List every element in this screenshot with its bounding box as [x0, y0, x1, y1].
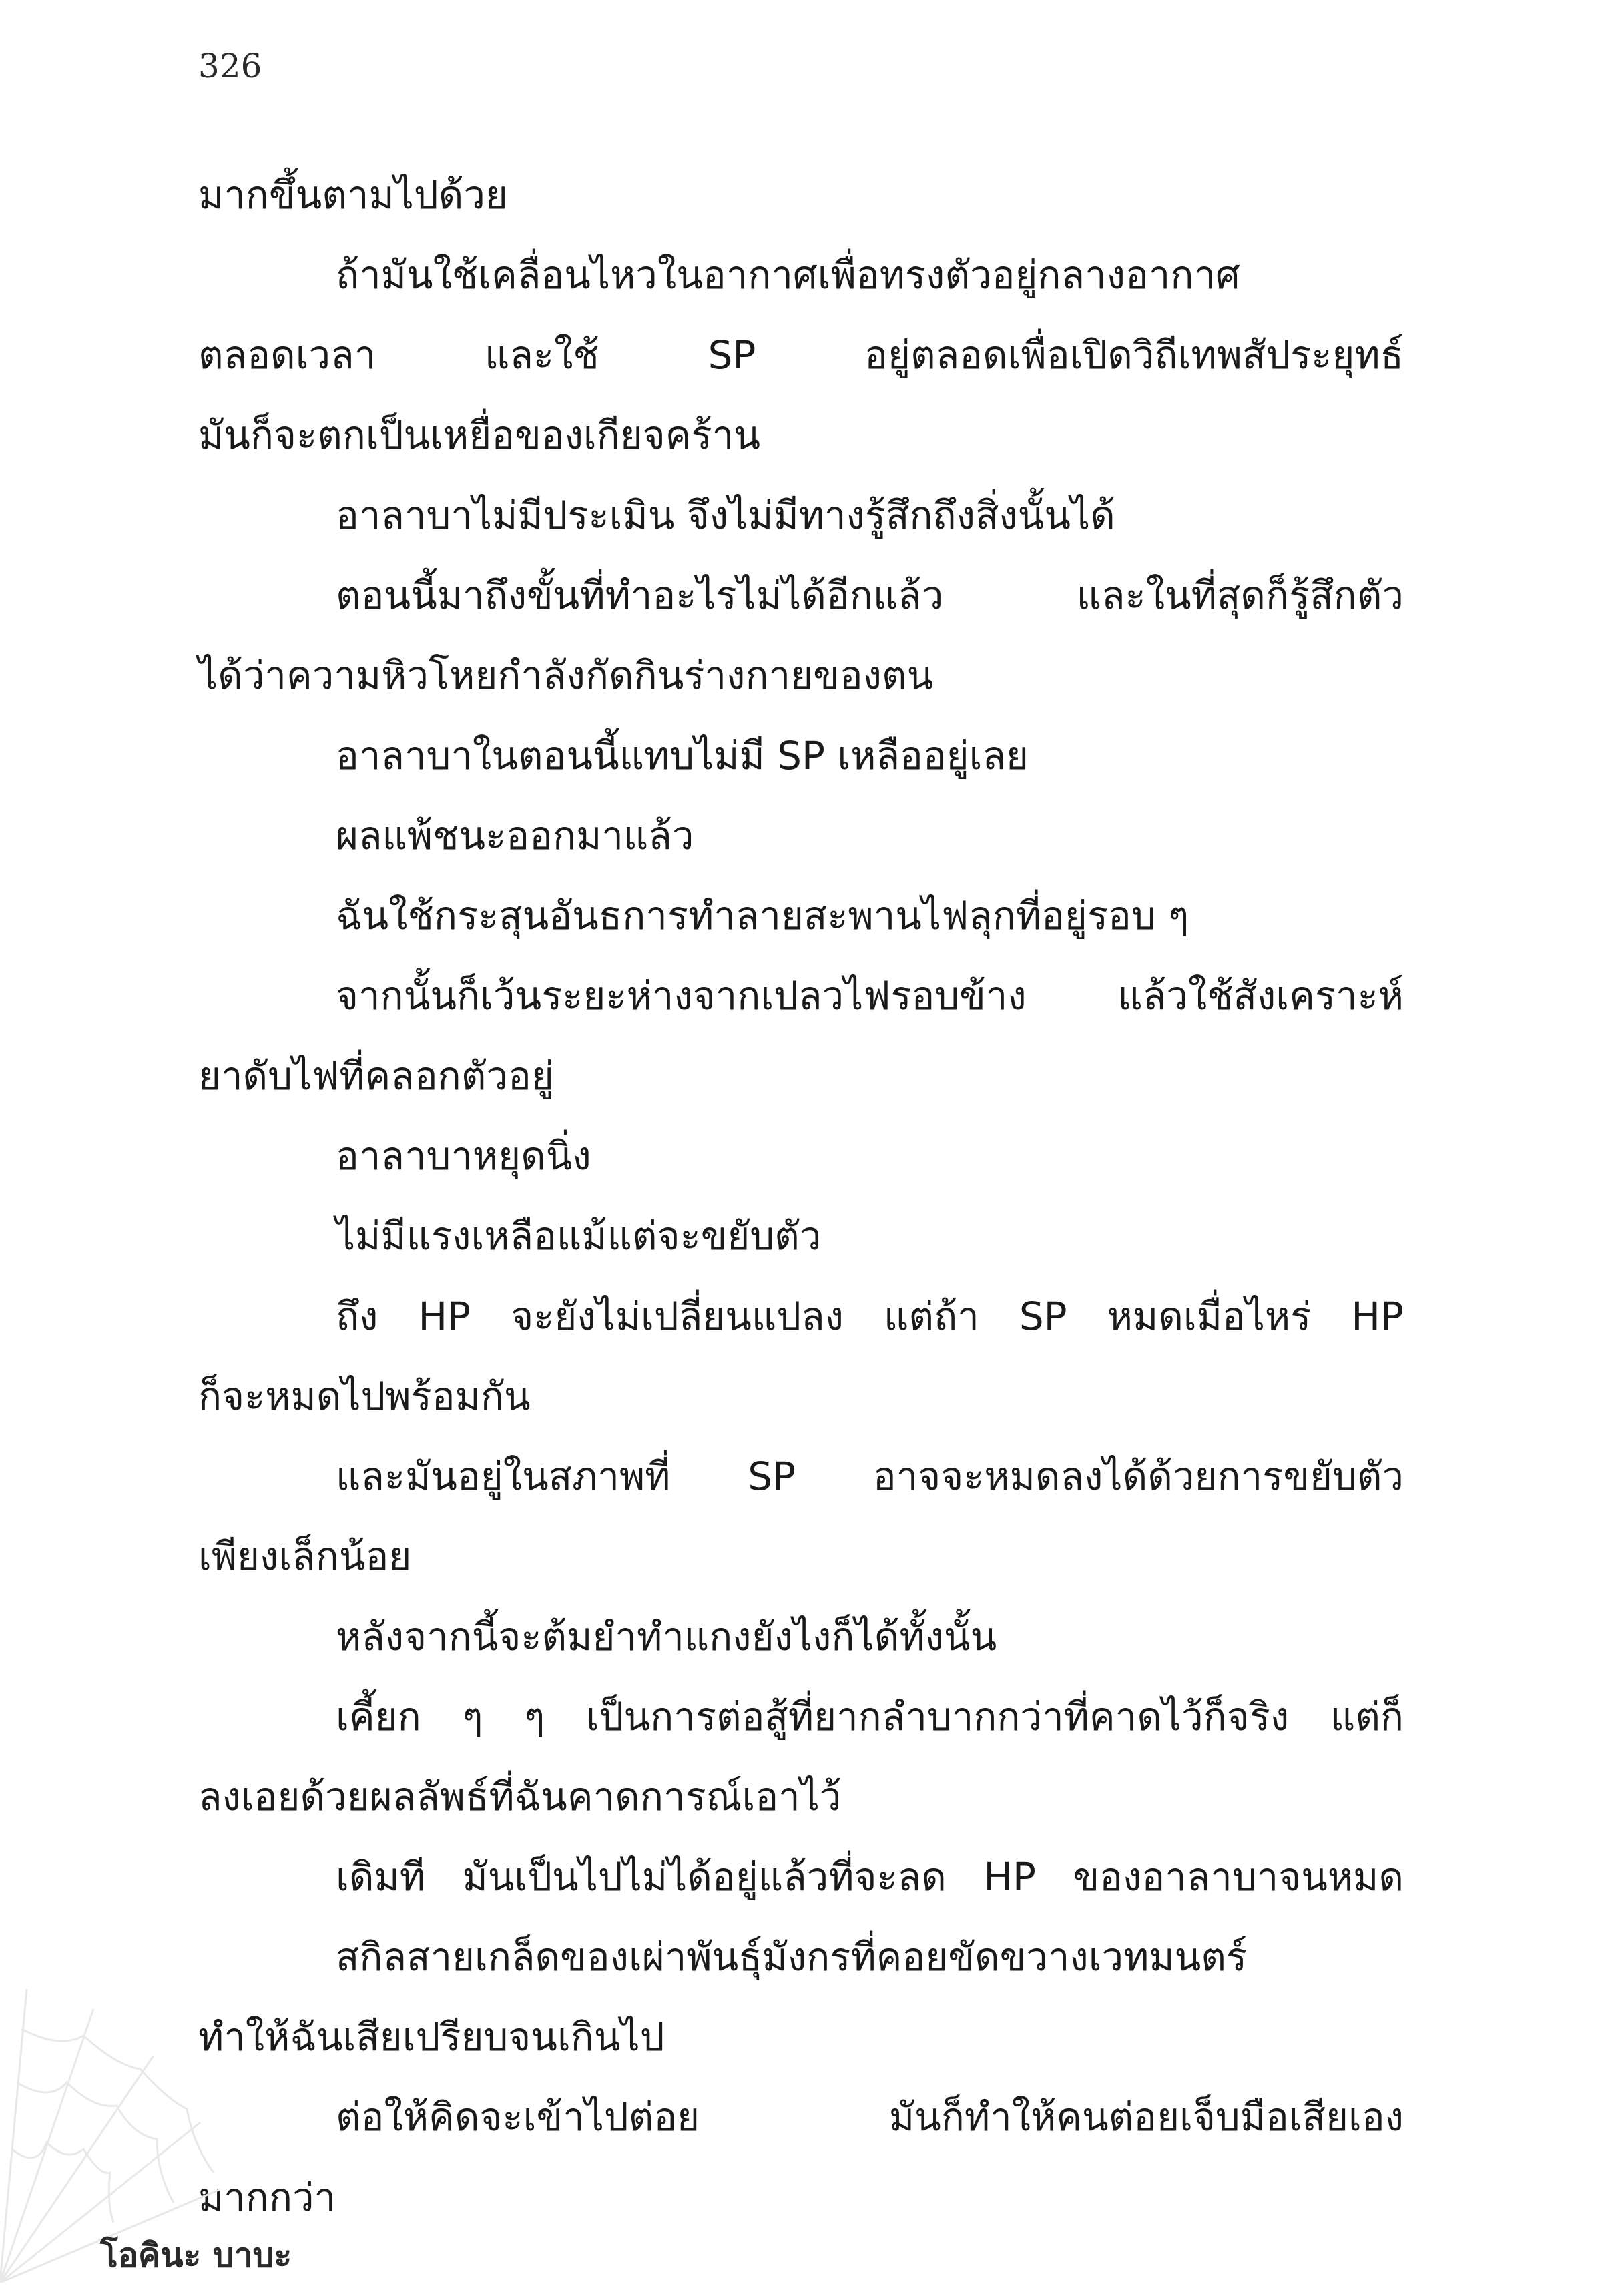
- text-line: ฉันใช้กระสุนอันธการทำลายสะพานไฟลุกที่อยู่รอบ ๆ: [336, 893, 1189, 938]
- text-line: มันก็จะตกเป็นเหยื่อของเกียจคร้าน: [198, 412, 760, 458]
- text-line: เคี้ยก ๆ ๆ เป็นการต่อสู้ที่ยากลำบากกว่าที่คาดไว้ก็จริง แต่ก็: [336, 1694, 1404, 1739]
- text-line: ต่อให้คิดจะเข้าไปต่อย มันก็ทำให้คนต่อยเจ็บมือเสียเอง: [336, 2094, 1404, 2140]
- text-line: ก็จะหมดไปพร้อมกัน: [198, 1374, 531, 1419]
- text-line: อาลาบาไม่มีประเมิน จึงไม่มีทางรู้สึกถึงสิ่งนั้นได้: [336, 493, 1115, 538]
- text-line: ตอนนี้มาถึงขั้นที่ทำอะไรไม่ได้อีกแล้ว และในที่สุดก็รู้สึกตัว: [336, 573, 1404, 618]
- page-number: 326: [198, 47, 262, 85]
- text-line: ได้ว่าความหิวโหยกำลังกัดกินร่างกายของตน: [198, 653, 934, 698]
- text-line: อาลาบาในตอนนี้แทบไม่มี SP เหลืออยู่เลย: [336, 733, 1029, 778]
- text-line: ถึง HP จะยังไม่เปลี่ยนแปลง แต่ถ้า SP หมดเมื่อไหร่ HP: [336, 1294, 1404, 1339]
- text-line: ลงเอยด้วยผลลัพธ์ที่ฉันคาดการณ์เอาไว้: [198, 1774, 842, 1819]
- text-line: มากขึ้นตามไปด้วย: [198, 172, 508, 218]
- text-line: จากนั้นก็เว้นระยะห่างจากเปลวไฟรอบข้าง แล้วใช้สังเคราะห์: [336, 973, 1404, 1019]
- text-line: หลังจากนี้จะต้มยำทำแกงยังไงก็ได้ทั้งนั้น: [336, 1614, 997, 1659]
- text-line: ถ้ามันใช้เคลื่อนไหวในอากาศเพื่อทรงตัวอยู่กลางอากาศ: [336, 252, 1240, 298]
- text-line: ทำให้ฉันเสียเปรียบจนเกินไป: [198, 2014, 665, 2060]
- text-line: ตลอดเวลา และใช้ SP อยู่ตลอดเพื่อเปิดวิถีเทพสัประยุทธ์: [198, 332, 1404, 378]
- book-author-footer: โอคินะ บาบะ: [100, 2236, 292, 2275]
- text-line: และมันอยู่ในสภาพที่ SP อาจจะหมดลงได้ด้วยการขยับตัว: [336, 1454, 1404, 1499]
- text-line: เดิมที มันเป็นไปไม่ได้อยู่แล้วที่จะลด HP ของอาลาบาจนหมด: [336, 1854, 1404, 1900]
- text-line: เพียงเล็กน้อย: [198, 1534, 412, 1579]
- text-line: ไม่มีแรงเหลือแม้แต่จะขยับตัว: [336, 1213, 822, 1259]
- text-line: มากกว่า: [198, 2175, 336, 2220]
- text-line: สกิลสายเกล็ดของเผ่าพันธุ์มังกรที่คอยขัดขวางเวทมนตร์: [336, 1934, 1248, 1980]
- text-line: ผลแพ้ชนะออกมาแล้ว: [336, 813, 694, 858]
- text-line: ยาดับไฟที่คลอกตัวอยู่: [198, 1053, 554, 1099]
- text-line: อาลาบาหยุดนิ่ง: [336, 1133, 591, 1179]
